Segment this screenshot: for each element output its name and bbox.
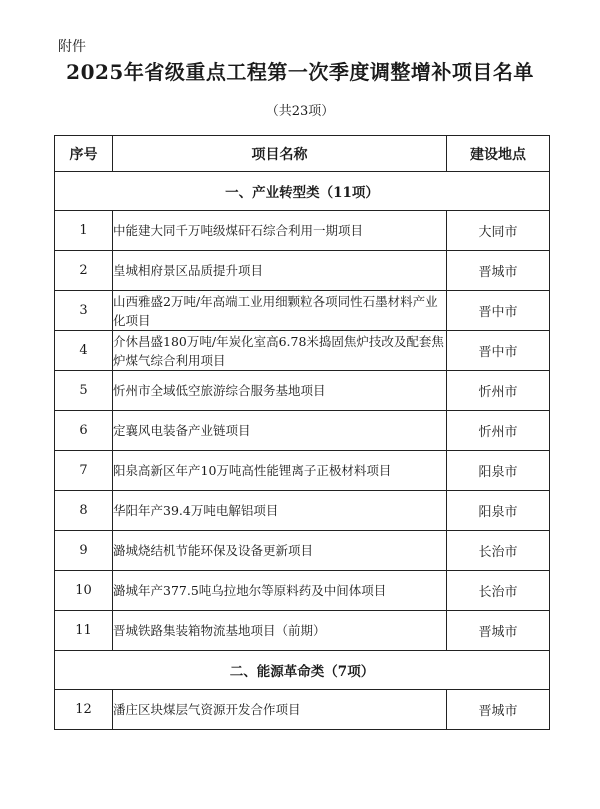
table-row xyxy=(55,690,550,730)
row-location: 晋中市 xyxy=(447,331,550,371)
row-location: 阳泉市 xyxy=(447,491,550,531)
row-location: 长治市 xyxy=(447,531,550,571)
row-no: 9 xyxy=(55,531,113,571)
row-no: 5 xyxy=(55,371,113,411)
table-row xyxy=(55,251,550,291)
attachment-label: 附件 xyxy=(58,39,86,55)
table-header-row xyxy=(55,136,550,172)
row-location: 晋城市 xyxy=(447,251,550,291)
row-name: 潞城年产377.5吨乌拉地尔等原料药及中间体项目 xyxy=(113,571,447,611)
row-no: 3 xyxy=(55,291,113,331)
row-location: 阳泉市 xyxy=(447,451,550,491)
row-name: 阳泉高新区年产10万吨高性能锂离子正极材料项目 xyxy=(113,451,447,491)
table-row xyxy=(55,211,550,251)
row-name: 忻州市全域低空旅游综合服务基地项目 xyxy=(113,371,447,411)
row-no: 12 xyxy=(55,690,113,730)
table-row xyxy=(55,491,550,531)
row-name: 潞城烧结机节能环保及设备更新项目 xyxy=(113,531,447,571)
table-row xyxy=(55,371,550,411)
header-location: 建设地点 xyxy=(447,136,550,172)
table-row xyxy=(55,411,550,451)
row-no: 2 xyxy=(55,251,113,291)
row-name: 潘庄区块煤层气资源开发合作项目 xyxy=(113,690,447,730)
row-no: 10 xyxy=(55,571,113,611)
row-name: 皇城相府景区品质提升项目 xyxy=(113,251,447,291)
row-name: 介休昌盛180万吨/年炭化室高6.78米捣固焦炉技改及配套焦炉煤气综合利用项目 xyxy=(113,331,447,371)
category-row xyxy=(55,651,550,690)
document-subtitle: （共23项） xyxy=(265,104,335,119)
row-no: 7 xyxy=(55,451,113,491)
category-row xyxy=(55,172,550,211)
row-location: 忻州市 xyxy=(447,371,550,411)
row-name: 中能建大同千万吨级煤矸石综合利用一期项目 xyxy=(113,211,447,251)
row-name: 华阳年产39.4万吨电解铝项目 xyxy=(113,491,447,531)
row-no: 4 xyxy=(55,331,113,371)
row-no: 11 xyxy=(55,611,113,651)
row-name: 晋城铁路集装箱物流基地项目（前期） xyxy=(113,611,447,651)
table-row xyxy=(55,571,550,611)
category-label: 一、产业转型类（11项） xyxy=(55,172,550,211)
table-row xyxy=(55,291,550,331)
project-table xyxy=(54,135,550,730)
document-title: 2025年省级重点工程第一次季度调整增补项目名单 xyxy=(66,60,534,84)
row-location: 长治市 xyxy=(447,571,550,611)
row-location: 晋中市 xyxy=(447,291,550,331)
row-no: 8 xyxy=(55,491,113,531)
row-no: 1 xyxy=(55,211,113,251)
table-row xyxy=(55,451,550,491)
table-row xyxy=(55,331,550,371)
row-name: 定襄风电装备产业链项目 xyxy=(113,411,447,451)
header-name: 项目名称 xyxy=(113,136,447,172)
row-location: 晋城市 xyxy=(447,611,550,651)
row-location: 晋城市 xyxy=(447,690,550,730)
row-location: 大同市 xyxy=(447,211,550,251)
table-row xyxy=(55,611,550,651)
row-no: 6 xyxy=(55,411,113,451)
header-no: 序号 xyxy=(55,136,113,172)
category-label: 二、能源革命类（7项） xyxy=(55,651,550,690)
row-name: 山西雅盛2万吨/年高端工业用细颗粒各项同性石墨材料产业化项目 xyxy=(113,291,447,331)
table-row xyxy=(55,531,550,571)
row-location: 忻州市 xyxy=(447,411,550,451)
